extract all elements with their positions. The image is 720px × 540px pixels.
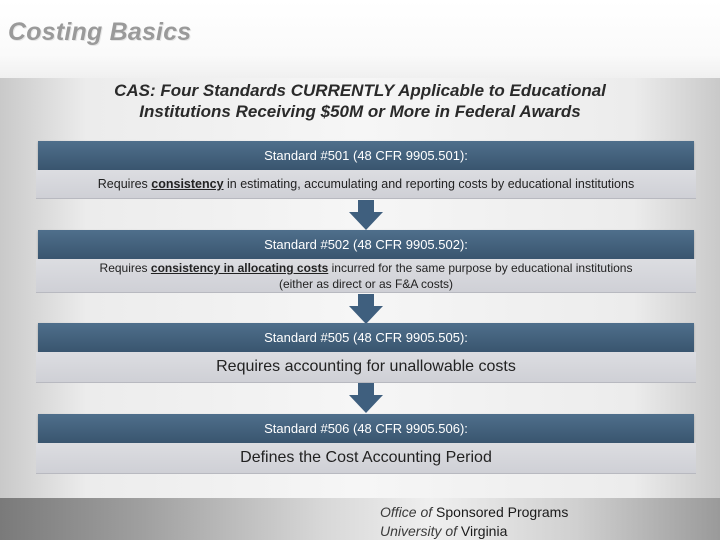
desc-emphasis: consistency in allocating costs [150, 261, 329, 275]
standard-506-description: Defines the Cost Accounting Period [36, 443, 696, 474]
footer-university-prefix: University of [380, 523, 458, 539]
footer-office-prefix: Office of [380, 504, 433, 520]
page-title: Costing Basics [8, 18, 192, 46]
desc-emphasis: consistency [151, 177, 224, 191]
down-arrow-icon [349, 383, 383, 413]
footer-office-name: Sponsored Programs [432, 504, 569, 520]
standard-505-description: Requires accounting for unallowable costs [36, 352, 696, 383]
footer-office [380, 503, 568, 521]
down-arrow-icon [349, 200, 383, 230]
down-arrow-icon [349, 294, 383, 324]
standard-501-description [36, 170, 696, 199]
standard-502-header: Standard #502 (48 CFR 9905.502): [38, 230, 694, 259]
desc-line-2: (either as direct or as F&A costs) [278, 277, 454, 291]
standard-502-description [36, 259, 696, 293]
desc-line-1 [36, 260, 696, 276]
desc-text: in estimating, accumulating and reporting costs by educational institutions [223, 177, 635, 191]
subtitle-line-2: Institutions Receiving $50M or More in Federal Awards [139, 102, 581, 121]
standard-506-header: Standard #506 (48 CFR 9905.506): [38, 414, 694, 443]
footer-university [380, 522, 507, 540]
standard-501-header: Standard #501 (48 CFR 9905.501): [38, 141, 694, 170]
desc-text: Requires [97, 177, 152, 191]
slide-subtitle [40, 80, 680, 122]
footer-band [0, 498, 720, 540]
standard-505-header: Standard #505 (48 CFR 9905.505): [38, 323, 694, 352]
subtitle-line-1: CAS: Four Standards CURRENTLY Applicable to Educational [114, 81, 606, 100]
desc-text: Requires [99, 261, 151, 275]
desc-text: incurred for the same purpose by educational institutions [328, 261, 633, 275]
footer-university-name: Virginia [457, 523, 508, 539]
